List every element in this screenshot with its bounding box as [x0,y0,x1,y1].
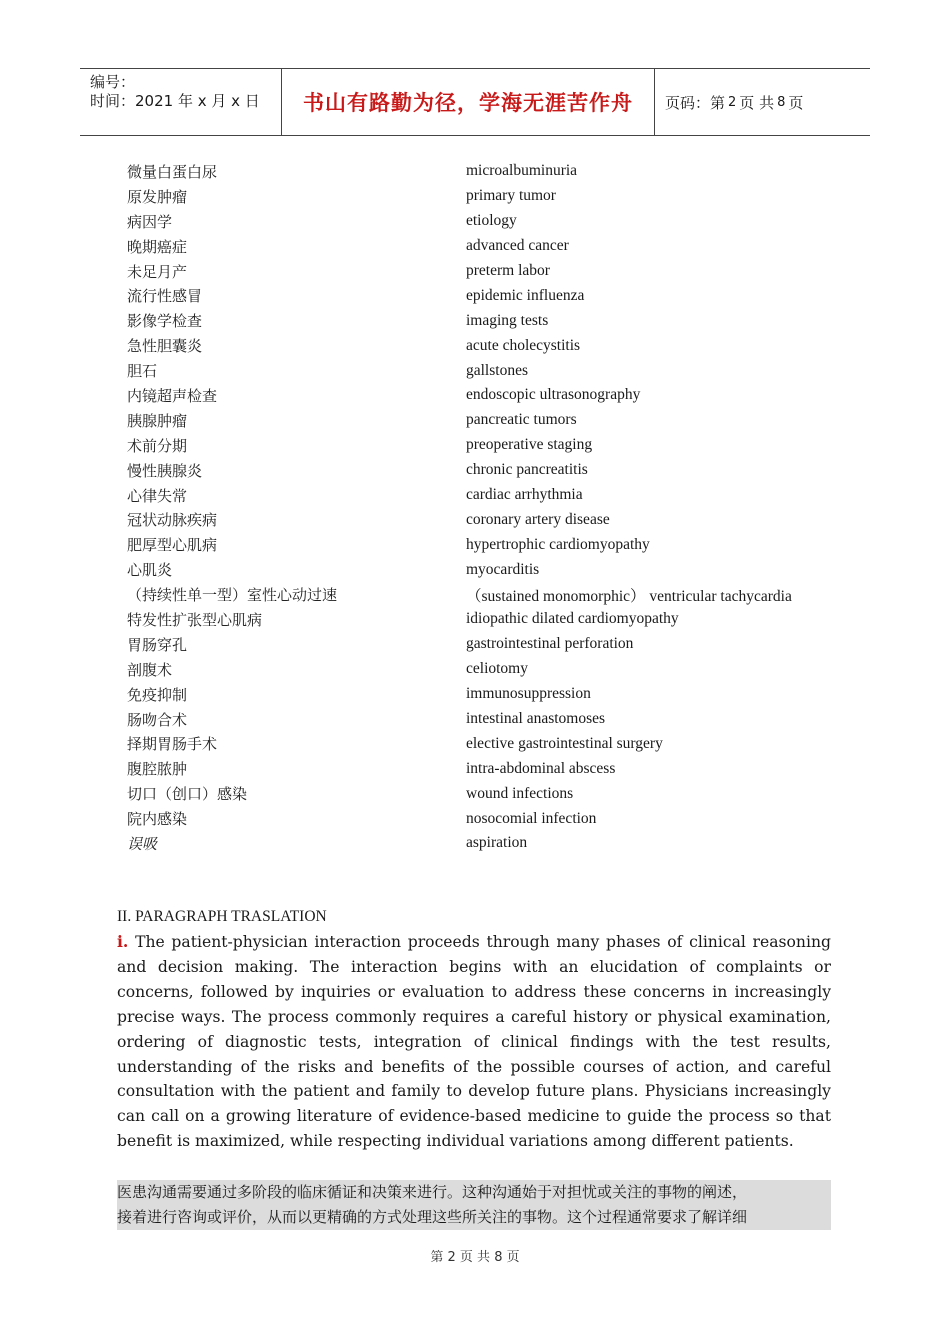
page-header [80,68,870,136]
term-en: etiology [466,212,517,230]
term-en: primary tumor [466,187,556,205]
term-cn: 肠吻合术 [127,710,188,729]
term-cn: 肥厚型心肌病 [127,536,218,555]
section-title: II. PARAGRAPH TRASLATION [117,908,327,925]
term-cn: 慢性胰腺炎 [127,461,203,480]
term-en: elective gastrointestinal surgery [466,734,663,752]
page-total: 8 [777,94,786,110]
page-current: 2 [728,94,737,110]
term-cn: 切口（创口）感染 [127,785,248,804]
term-cn: 急性胆囊炎 [127,337,203,356]
term-cn: 晚期癌症 [127,237,188,256]
term-en: myocarditis [466,560,540,578]
glossary-row [127,532,847,557]
glossary-row [127,333,847,358]
header-motto: 书山有路勤为径，学海无涯苦作舟 [282,69,655,135]
paragraph-marker: i. [117,932,129,951]
header-page-info [655,69,870,135]
term-en: immunosuppression [466,685,591,703]
translation-line: 医患沟通需要通过多阶段的临床循证和决策来进行。这种沟通始于对担忧或关注的事物的阐述， [117,1180,831,1205]
term-en: （sustained monomorphic） ventricular tachycardia [466,587,792,605]
glossary-row [127,433,847,458]
term-cn: 误吸 [127,834,158,853]
glossary-row [127,657,847,682]
term-en: endoscopic ultrasonography [466,386,641,404]
term-cn: 流行性感冒 [127,287,203,306]
page-suffix: 页 [788,93,804,112]
term-en: celiotomy [466,660,528,678]
term-en: advanced cancer [466,237,569,255]
term-cn: 胰腺肿瘤 [127,411,188,430]
term-en: aspiration [466,834,528,852]
term-en: gallstones [466,361,528,379]
term-en: intra-abdominal abscess [466,759,616,777]
term-en: intestinal anastomoses [466,710,606,728]
glossary-row [127,756,847,781]
glossary-row [127,159,847,184]
glossary-row [127,582,847,607]
glossary-table [127,159,847,856]
term-cn: 病因学 [127,212,173,231]
glossary-row [127,682,847,707]
term-cn: 免疫抑制 [127,685,188,704]
glossary-row [127,507,847,532]
page-footer: 第 2 页 共 8 页 [430,1250,520,1265]
term-cn: 胆石 [127,362,158,381]
term-en: hypertrophic cardiomyopathy [466,535,650,553]
term-cn: 未足月产 [127,262,188,281]
translation-line: 接着进行咨询或评价，从而以更精确的方式处理这些所关注的事物。这个过程通常要求了解详细 [117,1205,831,1230]
term-cn: 内镜超声检查 [127,386,218,405]
term-cn: 心律失常 [127,486,188,505]
term-en: idiopathic dilated cardiomyopathy [466,610,679,628]
glossary-row [127,308,847,333]
page-mid: 页 共 [739,93,775,112]
term-cn: （持续性单一型）室性心动过速 [127,586,338,605]
glossary-row [127,607,847,632]
glossary-row [127,184,847,209]
paragraph-english [117,930,831,1154]
term-en: wound infections [466,784,574,802]
glossary-row [127,731,847,756]
paragraph-text: The patient-physician interaction proceeds through many phases of clinical reasoning and decision making. The interaction begins with an elucidation of complaints or concerns, followed by inquiries or evaluation to address these concerns in increasingly precise ways. The process commonly requires a careful history or physical examination, ordering of diagnostic tests, integration of clinical findings with the test results, understanding of the risks and benefits of the possible courses of action, and careful consultation with the patient and family to develop future plans. Physicians increasingly can call on a growing literature of evidence-based medicine to guide the process so that benefit is maximized, while respecting individual variations among different patients. [117,933,831,1151]
term-en: chronic pancreatitis [466,461,588,479]
glossary-row [127,408,847,433]
term-en: cardiac arrhythmia [466,486,583,504]
term-en: epidemic influenza [466,286,585,304]
term-en: microalbuminuria [466,162,578,180]
term-en: pancreatic tumors [466,411,577,429]
term-cn: 特发性扩张型心肌病 [127,610,263,629]
term-cn: 剖腹术 [127,660,173,679]
term-en: gastrointestinal perforation [466,635,634,653]
date-line: 时间：2021 年 x 月 x 日 [90,92,260,110]
glossary-row [127,358,847,383]
term-en: preterm labor [466,262,550,279]
glossary-row [127,234,847,259]
glossary-row [127,781,847,806]
glossary-row [127,557,847,582]
term-cn: 院内感染 [127,810,188,829]
term-cn: 术前分期 [127,436,188,455]
term-cn: 胃肠穿孔 [127,635,188,654]
serial-label: 编号： [90,73,136,91]
term-en: nosocomial infection [466,809,597,827]
term-cn: 微量白蛋白尿 [127,162,218,181]
term-cn: 冠状动脉疾病 [127,511,218,530]
paragraph-translation [117,1180,831,1230]
term-en: coronary artery disease [466,510,610,528]
glossary-row [127,209,847,234]
term-cn: 心肌炎 [127,561,173,580]
term-cn: 原发肿瘤 [127,187,188,206]
term-en: acute cholecystitis [466,336,581,354]
term-en: imaging tests [466,311,549,329]
glossary-row [127,458,847,483]
term-cn: 腹腔脓肿 [127,760,188,779]
term-en: preoperative staging [466,436,593,454]
glossary-row [127,707,847,732]
term-cn: 影像学检查 [127,312,203,331]
glossary-row [127,632,847,657]
glossary-row [127,283,847,308]
glossary-row [127,383,847,408]
header-meta [80,69,282,135]
term-cn: 择期胃肠手术 [127,735,218,754]
glossary-row [127,831,847,856]
glossary-row [127,806,847,831]
glossary-row [127,259,847,284]
page-prefix: 页码：第 [665,93,726,112]
glossary-row [127,483,847,508]
